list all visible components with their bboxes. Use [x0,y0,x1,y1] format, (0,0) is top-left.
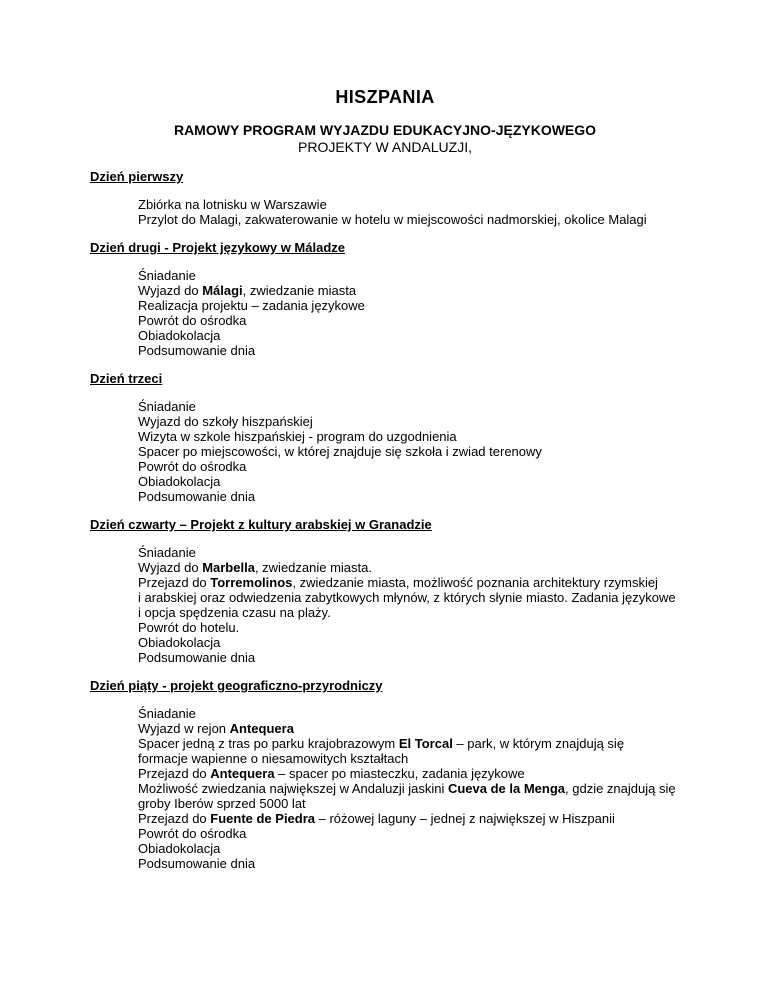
program-line-segment: Przejazd do [138,766,211,781]
program-line-segment: Powrót do ośrodka [138,459,247,474]
program-line-segment: Podsumowanie dnia [138,856,256,871]
program-line-segment: Obiadokolacja [138,635,221,650]
program-line-bold-segment: Torremolinos [210,575,293,590]
program-line-segment: Śniadanie [138,268,196,283]
program-line-bold-segment: El Torcal [398,736,453,751]
section-body [138,706,680,871]
program-line [138,489,680,504]
program-line-segment: Powrót do hotelu. [138,620,240,635]
program-line-segment: Podsumowanie dnia [138,650,256,665]
document-title: HISZPANIA [335,87,435,107]
day-section [90,169,680,227]
program-line-segment: , gdzie znajdują się [565,781,676,796]
program-line-segment: Podsumowanie dnia [138,489,256,504]
section-heading: Dzień drugi - Projekt językowy w Máladze [90,240,346,255]
program-line [138,212,680,227]
section-body [138,197,680,227]
program-line-segment: i arabskiej oraz odwiedzenia zabytkowych młynów, z których słynie miasto. Zadania językowe [138,590,676,605]
program-line-segment: Zbiórka na lotnisku w Warszawie [138,197,327,212]
program-line-segment: Wyjazd do [138,283,203,298]
program-line [138,283,680,298]
program-line [138,444,680,459]
program-line-segment: , zwiedzanie miasta, możliwość poznania architektury rzymskiej [292,575,658,590]
program-line-segment: formacje wapienne o niesamowitych kształtach [138,751,409,766]
program-line [138,560,680,575]
program-line [138,545,680,560]
program-line [138,706,680,721]
section-heading: Dzień trzeci [90,371,163,386]
program-line-segment: Śniadanie [138,399,196,414]
program-line [138,826,680,841]
program-line-segment: , zwiedzanie miasta. [254,560,372,575]
section-heading: Dzień czwarty – Projekt z kultury arabskiej w Granadzie [90,517,432,532]
program-line-segment: Wyjazd do szkoły hiszpańskiej [138,414,313,429]
document-subtitle-bold: RAMOWY PROGRAM WYJAZDU EDUKACYJNO-JĘZYKOWEGO [173,122,597,138]
program-line [138,197,680,212]
section-body [138,268,680,358]
document-subtitle: PROJEKTY W ANDALUZJI, [298,139,472,155]
program-line-segment: Obiadokolacja [138,474,221,489]
program-line-segment: Przylot do Malagi, zakwaterowanie w hotelu w miejscowości nadmorskiej, okolice Malagi [138,212,647,227]
program-line-segment: Spacer po miejscowości, w której znajduje się szkoła i zwiad terenowy [138,444,542,459]
program-line-segment: Powrót do ośrodka [138,313,247,328]
program-line-segment: Powrót do ośrodka [138,826,247,841]
program-line-segment: Wyjazd do [138,560,203,575]
program-line [138,650,680,665]
program-line [138,268,680,283]
program-line-segment: – różowej laguny – jednej z największej w Hiszpanii [315,811,615,826]
day-section [90,517,680,665]
program-line [138,751,680,766]
program-line [138,736,680,751]
program-line-segment: Spacer jedną z tras po parku krajobrazowym [138,736,399,751]
program-line-segment: – park, w którym znajdują się [452,736,625,751]
program-line-bold-segment: Marbella [202,560,255,575]
day-section [90,371,680,504]
program-line-bold-segment: Málagi [202,283,243,298]
sections [90,169,680,871]
program-line [138,328,680,343]
program-line [138,605,680,620]
program-line-bold-segment: Cueva de la Menga [447,781,566,796]
program-line [138,781,680,796]
program-line-segment: Śniadanie [138,545,196,560]
program-line [138,313,680,328]
program-line-segment: Śniadanie [138,706,196,721]
section-body [138,545,680,665]
section-body [138,399,680,504]
program-line [138,429,680,444]
program-line-segment: i opcja spędzenia czasu na plaży. [138,605,331,620]
program-line-bold-segment: Antequera [229,721,294,736]
program-line [138,766,680,781]
day-section [90,240,680,358]
program-line [138,474,680,489]
program-line [138,343,680,358]
program-line [138,575,680,590]
program-line [138,590,680,605]
program-line-segment: Wizyta w szkole hiszpańskiej - program do uzgodnienia [138,429,457,444]
program-line [138,721,680,736]
program-line [138,811,680,826]
program-line-segment: , zwiedzanie miasta [242,283,357,298]
program-line-segment: – spacer po miasteczku, zadania językowe [274,766,525,781]
program-line-segment: Realizacja projektu – zadania językowe [138,298,365,313]
program-line-segment: Możliwość zwiedzania największej w Andaluzji jaskini [138,781,448,796]
program-line-bold-segment: Antequera [210,766,275,781]
program-line-segment: Podsumowanie dnia [138,343,256,358]
program-line [138,635,680,650]
program-line [138,620,680,635]
program-line-segment: Przejazd do [138,811,211,826]
program-line-bold-segment: Fuente de Piedra [210,811,316,826]
program-line-segment: Przejazd do [138,575,211,590]
program-line [138,841,680,856]
program-line-segment: groby Iberów sprzed 5000 lat [138,796,306,811]
program-line [138,459,680,474]
program-line [138,298,680,313]
program-line [138,796,680,811]
section-heading: Dzień piąty - projekt geograficzno-przyrodniczy [90,678,383,693]
program-line-segment: Wyjazd w rejon [138,721,230,736]
program-line [138,856,680,871]
program-line-segment: Obiadokolacja [138,328,221,343]
program-line [138,399,680,414]
section-heading: Dzień pierwszy [90,169,184,184]
program-line [138,414,680,429]
program-line-segment: Obiadokolacja [138,841,221,856]
day-section [90,678,680,871]
